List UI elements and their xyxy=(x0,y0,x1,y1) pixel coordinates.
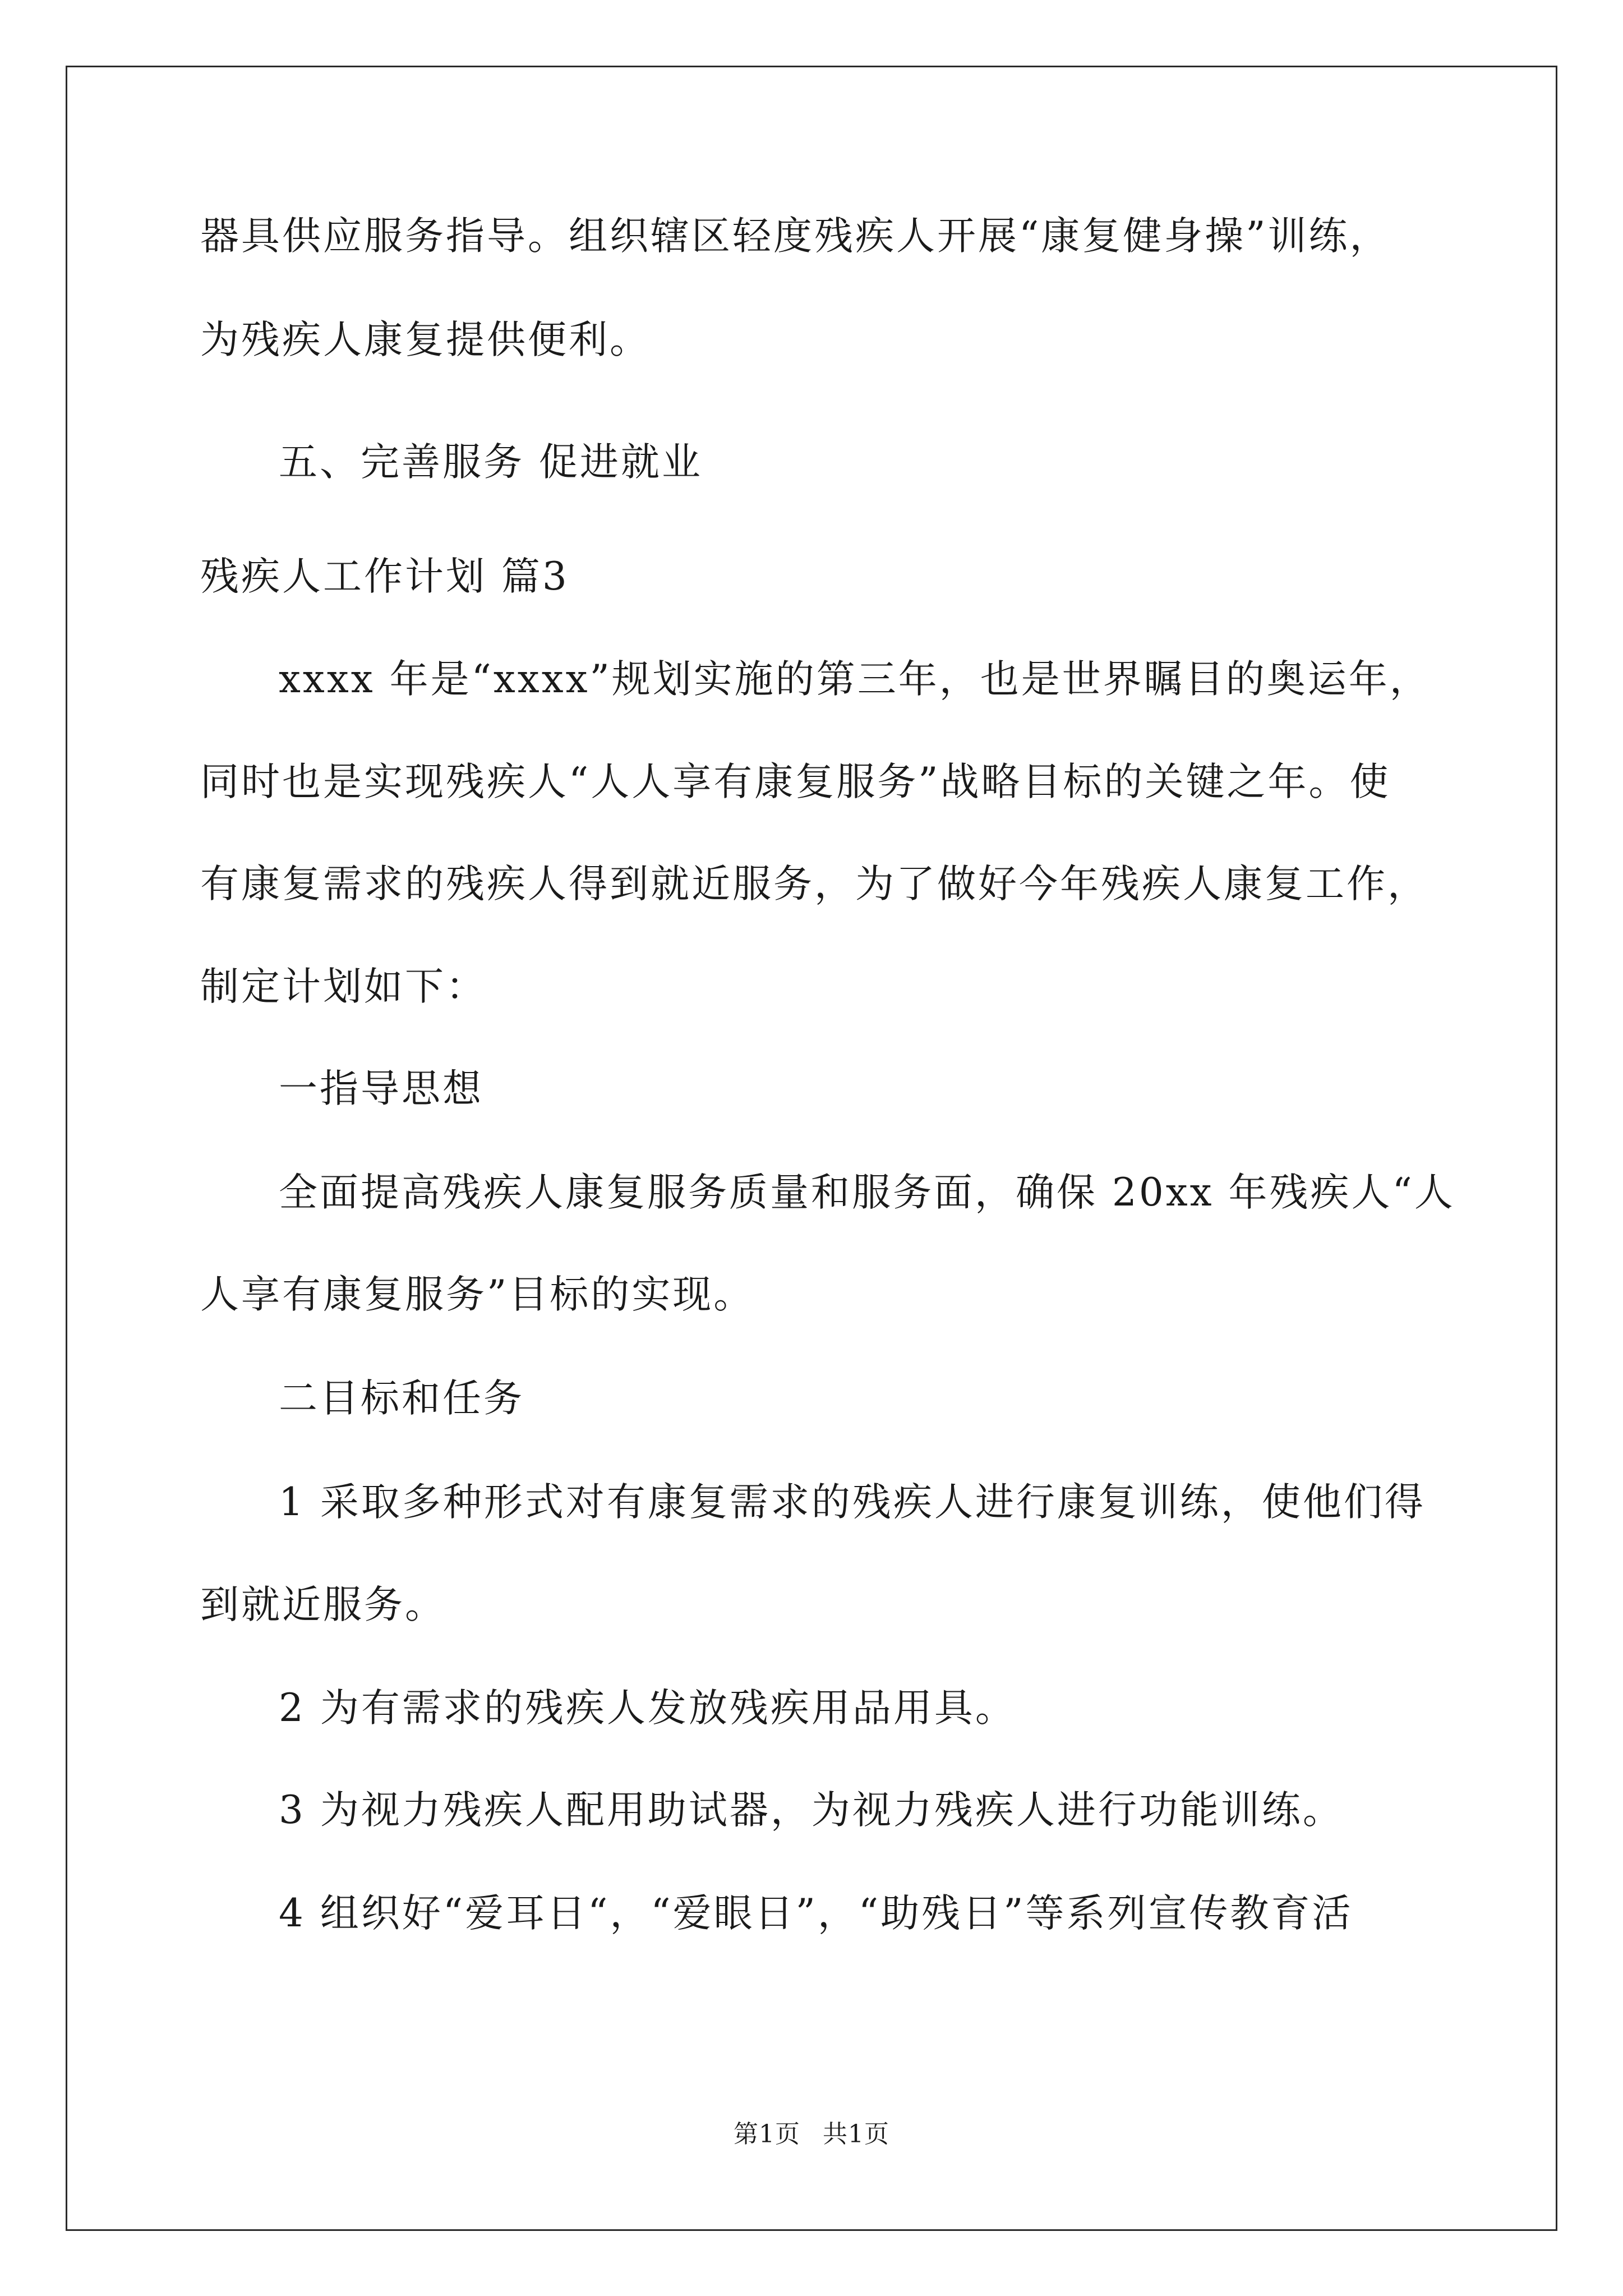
section-heading: 二目标和任务 xyxy=(279,1376,524,1421)
section-heading: 一指导思想 xyxy=(279,1066,483,1111)
document-title: 残疾人工作计划 篇3 xyxy=(200,554,569,599)
body-line: 人享有康复服务”目标的实现。 xyxy=(200,1272,755,1317)
list-item: 1 采取多种形式对有康复需求的残疾人进行康复训练，使他们得 xyxy=(279,1480,1426,1525)
body-line: xxxx 年是“xxxx”规划实施的第三年，也是世界瞩目的奥运年， xyxy=(279,657,1431,702)
section-heading: 五、完善服务 促进就业 xyxy=(279,440,703,485)
body-line: 器具供应服务指导。组织辖区轻度残疾人开展“康复健身操”训练， xyxy=(200,214,1391,259)
body-line: 同时也是实现残疾人“人人享有康复服务”战略目标的关键之年。使 xyxy=(200,760,1391,804)
body-line: 制定计划如下： xyxy=(200,964,487,1009)
body-line: 为残疾人康复提供便利。 xyxy=(200,318,651,362)
page-number: 第1页 xyxy=(734,2120,800,2148)
list-item: 3 为视力残疾人配用助试器，为视力残疾人进行功能训练。 xyxy=(279,1788,1344,1833)
list-item: 4 组织好“爱耳日“，“爱眼日”，“助残日”等系列宣传教育活 xyxy=(279,1891,1353,1936)
body-line: 到就近服务。 xyxy=(200,1582,446,1627)
page-footer xyxy=(0,2118,1623,2151)
page-total: 共1页 xyxy=(823,2120,889,2148)
body-line: 有康复需求的残疾人得到就近服务，为了做好今年残疾人康复工作， xyxy=(200,862,1428,907)
list-item: 2 为有需求的残疾人发放残疾用品用具。 xyxy=(279,1686,1016,1731)
body-line: 全面提高残疾人康复服务质量和服务面，确保 20xx 年残疾人“人 xyxy=(279,1170,1455,1215)
